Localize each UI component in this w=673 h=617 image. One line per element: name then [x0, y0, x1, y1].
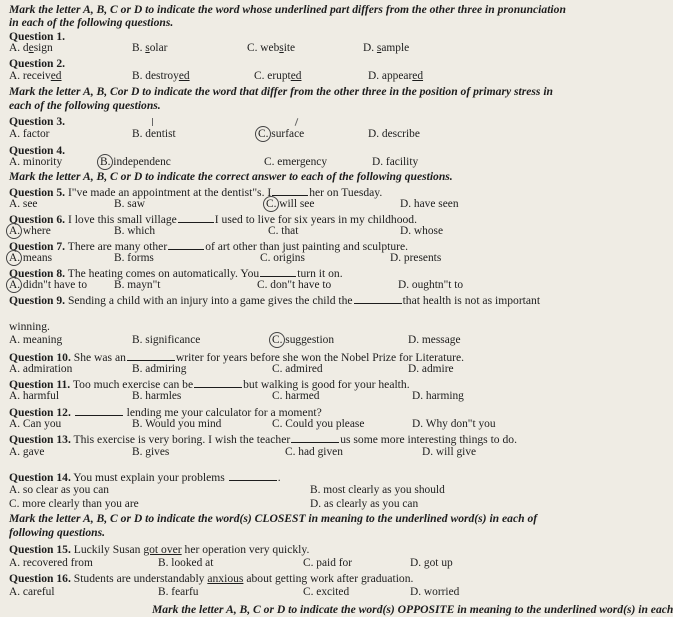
- question-13-stem: Question 13. This exercise is very boring. I wish the teacher us some more interesting things to do.: [9, 433, 517, 446]
- question-9-stem: Question 9. Sending a child with an injury into a game gives the child the that health is not as important: [9, 294, 541, 307]
- stress-mark: [295, 118, 299, 126]
- q3-option-a[interactable]: A. factor: [9, 128, 50, 140]
- q13-option-c[interactable]: C. had given: [285, 446, 343, 458]
- q11-option-b[interactable]: B. harmles: [132, 390, 182, 402]
- question-1-label: Question 1.: [9, 30, 66, 43]
- q16-option-a[interactable]: A. careful: [9, 586, 55, 598]
- answer-blank[interactable]: [272, 185, 308, 196]
- q14-option-a[interactable]: A. so clear as you can: [9, 484, 109, 496]
- q15-option-d[interactable]: D. got up: [410, 557, 453, 569]
- q9-option-d[interactable]: D. message: [408, 334, 461, 346]
- q16-option-d[interactable]: D. worried: [410, 586, 460, 598]
- q2-option-b[interactable]: B. destroyed: [132, 70, 190, 82]
- question-4-label: Question 4.: [9, 144, 66, 157]
- q12-option-c[interactable]: C. Could you please: [272, 418, 365, 430]
- question-2-label: Question 2.: [9, 57, 66, 70]
- answer-blank[interactable]: [260, 266, 296, 277]
- instruction-grammar: Mark the letter A, B, C or D to indicate the correct answer to each of the following questions.: [9, 170, 453, 183]
- q1-option-a[interactable]: A. design: [9, 42, 53, 54]
- instruction-pronunciation: Mark the letter A, B, C or D to indicate the word whose underlined part differs from the other three in pronunciation: [9, 3, 566, 16]
- q12-option-d[interactable]: D. Why don"t you: [412, 418, 496, 430]
- q14-option-b[interactable]: B. most clearly as you should: [310, 484, 445, 496]
- q13-option-b[interactable]: B. gives: [132, 446, 170, 458]
- q14-option-c[interactable]: C. more clearly than you are: [9, 498, 139, 510]
- question-16-stem: Question 16. Students are understandably anxious about getting work after graduation.: [9, 572, 414, 585]
- instruction-opposite: Mark the letter A, B, C or D to indicate the word(s) OPPOSITE in meaning to the underlined word(s) in each: [152, 603, 673, 616]
- q3-option-c[interactable]: C. surface: [258, 128, 305, 140]
- q16-option-b[interactable]: B. fearfu: [158, 586, 199, 598]
- q10-option-b[interactable]: B. admiring: [132, 363, 187, 375]
- pen-mark-circle: [6, 277, 22, 293]
- q6-option-b[interactable]: B. which: [114, 225, 156, 237]
- instruction-stress: Mark the letter A, B, Cor D to indicate the word that differ from the other three in the position of primary stress in: [9, 85, 553, 98]
- q11-option-d[interactable]: D. harming: [412, 390, 464, 402]
- instruction-stress-cont: each of the following questions.: [9, 99, 161, 112]
- q1-option-c[interactable]: C. website: [247, 42, 296, 54]
- q15-option-c[interactable]: C. paid for: [303, 557, 353, 569]
- q15-option-a[interactable]: A. recovered from: [9, 557, 93, 569]
- question-12-stem: Question 12. lending me your calculator for a moment?: [9, 406, 322, 419]
- q2-option-d[interactable]: D. appeared: [368, 70, 424, 82]
- q7-option-b[interactable]: B. forms: [114, 252, 154, 264]
- stress-mark: [152, 118, 153, 126]
- q16-option-c[interactable]: C. excited: [303, 586, 350, 598]
- answer-blank[interactable]: [178, 212, 214, 223]
- q11-option-c[interactable]: C. harmed: [272, 390, 320, 402]
- answer-blank[interactable]: [229, 470, 277, 481]
- q10-option-d[interactable]: D. admire: [408, 363, 454, 375]
- q7-option-a[interactable]: A. means: [9, 252, 53, 264]
- q10-option-a[interactable]: A. admiration: [9, 363, 73, 375]
- q9-option-a[interactable]: A. meaning: [9, 334, 63, 346]
- q13-option-a[interactable]: A. gave: [9, 446, 45, 458]
- q12-option-a[interactable]: A. Can you: [9, 418, 62, 430]
- q5-option-c[interactable]: C. will see: [266, 198, 315, 210]
- question-8-stem: Question 8. The heating comes on automatically. You turn it on.: [9, 267, 343, 280]
- q2-option-c[interactable]: C. erupted: [254, 70, 302, 82]
- answer-blank[interactable]: [194, 377, 242, 388]
- question-6-stem: Question 6. I love this small village I used to live for six years in my childhood.: [9, 213, 417, 226]
- q5-option-a[interactable]: A. see: [9, 198, 38, 210]
- q9-option-b[interactable]: B. significance: [132, 334, 201, 346]
- q1-option-b[interactable]: B. solar: [132, 42, 168, 54]
- q13-option-d[interactable]: D. will give: [422, 446, 477, 458]
- q4-option-b[interactable]: B. independenc: [100, 156, 171, 168]
- pen-mark-circle: [263, 196, 279, 212]
- q8-option-d[interactable]: D. oughtn"t to: [398, 279, 464, 291]
- q4-option-d[interactable]: D. facility: [372, 156, 419, 168]
- q6-option-c[interactable]: C. that: [268, 225, 299, 237]
- answer-blank[interactable]: [354, 293, 402, 304]
- q2-option-a[interactable]: A. received: [9, 70, 62, 82]
- q8-option-a[interactable]: A. didn"t have to: [9, 279, 88, 291]
- instruction-closest: Mark the letter A, B, C or D to indicate the word(s) CLOSEST in meaning to the underlined word(s) in each of: [9, 512, 538, 525]
- pen-mark-circle: [6, 250, 22, 266]
- q6-option-a[interactable]: A. where: [9, 225, 51, 237]
- q10-option-c[interactable]: C. admired: [272, 363, 323, 375]
- question-11-stem: Question 11. Too much exercise can be but walking is good for your health.: [9, 378, 410, 391]
- pen-mark-circle: [97, 154, 113, 170]
- question-14-stem: Question 14. You must explain your problems .: [9, 471, 281, 484]
- q1-option-d[interactable]: D. sample: [363, 42, 410, 54]
- question-5-stem: Question 5. I"ve made an appointment at the dentist"s. I her on Tuesday.: [9, 186, 383, 199]
- q3-option-b[interactable]: B. dentist: [132, 128, 176, 140]
- q9-option-c[interactable]: C. suggestion: [272, 334, 335, 346]
- pen-mark-circle: [269, 332, 285, 348]
- q12-option-b[interactable]: B. Would you mind: [132, 418, 222, 430]
- q4-option-a[interactable]: A. minority: [9, 156, 63, 168]
- pen-mark-circle: [6, 223, 22, 239]
- q5-option-d[interactable]: D. have seen: [400, 198, 459, 210]
- question-15-stem: Question 15. Luckily Susan got over her operation very quickly.: [9, 543, 310, 556]
- question-3-label: Question 3.: [9, 115, 66, 128]
- q4-option-c[interactable]: C. emergency: [264, 156, 328, 168]
- q7-option-c[interactable]: C. origins: [260, 252, 305, 264]
- answer-blank[interactable]: [75, 405, 123, 416]
- q15-option-b[interactable]: B. looked at: [158, 557, 214, 569]
- q7-option-d[interactable]: D. presents: [390, 252, 442, 264]
- q5-option-b[interactable]: B. saw: [114, 198, 146, 210]
- instruction-pronunciation-cont: in each of the following questions.: [9, 16, 174, 29]
- answer-blank[interactable]: [168, 239, 204, 250]
- question-10-stem: Question 10. She was an writer for years before she won the Nobel Prize for Literature.: [9, 351, 465, 364]
- q14-option-d[interactable]: D. as clearly as you can: [310, 498, 419, 510]
- pen-mark-circle: [255, 126, 271, 142]
- q8-option-c[interactable]: C. don"t have to: [257, 279, 332, 291]
- question-9-stem-cont: winning.: [9, 320, 50, 333]
- instruction-closest-cont: following questions.: [9, 526, 105, 539]
- answer-blank[interactable]: [291, 432, 339, 443]
- answer-blank[interactable]: [127, 350, 175, 361]
- q11-option-a[interactable]: A. harmful: [9, 390, 59, 402]
- q8-option-b[interactable]: B. mayn"t: [114, 279, 161, 291]
- q3-option-d[interactable]: D. describe: [368, 128, 420, 140]
- q6-option-d[interactable]: D. whose: [400, 225, 444, 237]
- question-7-stem: Question 7. There are many other of art other than just painting and sculpture.: [9, 240, 409, 253]
